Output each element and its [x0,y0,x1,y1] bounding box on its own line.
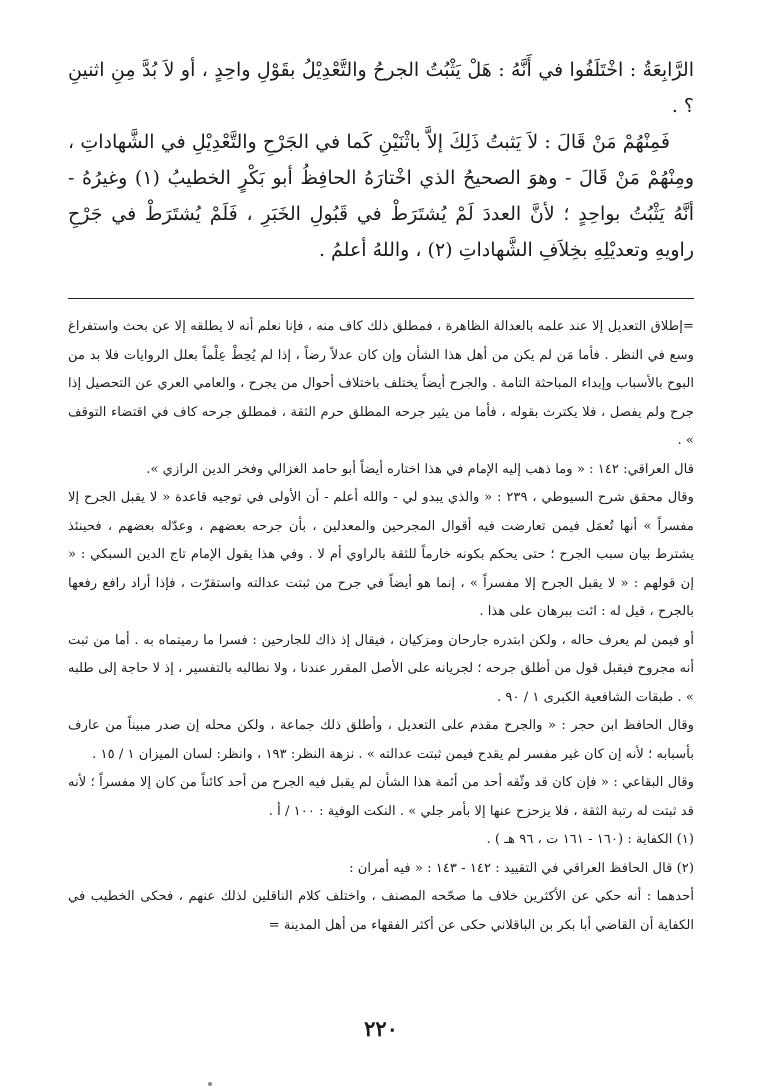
footnote-continuation: =إطلاق التعديل إلا عند علمه بالعدالة الظاهرة ، فمطلق ذلك كاف منه ، فإنا نعلم أنه لا يطلقه إلا عن بحث واستفراغ وسع في النظر . فأما مَن لم يكن من أهل هذا الشأن وإن كان عدلاً رضاً ، إذا لم يُحِطْ عِلْماً بعلل الروايات فلا بد من البوح بالأسباب وإبداء المباحثة التامة . والجرح أيضاً يختلف باختلاف أحوال من يجرح ، والعامي العري عن التحصيل إذا جرح ولم يفصل ، فلا يكترث بقوله ، فأما من يثير جرحه المطلق حرم الثقة ، فمطلق جرحه كاف في اقتضاء التوقف » . [68,319,694,448]
footnote-biqai: وقال البقاعي : « فإن كان قد وثّقه أحد من أئمة هذا الشأن لم يقبل فيه الجرح من أحد كائناً من كان إلا مفسراً ؛ لأنه قد ثبتت له رتبة الثقة ، فلا يزحزح عنها إلا بأمر جلي » . النكت الوفية : ١٠٠ / أ . [68,775,694,819]
footnote-iraqi: قال العراقي: ١٤٢ : « وما ذهب إليه الإمام في هذا اختاره أيضاً أبو حامد الغزالي وفخر الدين الرازي ». [146,461,694,477]
main-text [68,52,694,268]
main-paragraph-1: الرَّابِعَةُ : اخْتَلَفُوا في أَنَّهُ : هَلْ يَثْبُتُ الجرحُ والتَّعْدِيْلُ بقَوْلِ واحِدٍ ، أو لاَ بُدَّ مِنِ اثنينِ ؟ . [68,59,694,117]
footnotes [68,313,694,940]
footnote-1: (١) الكفاية : (١٦٠ - ١٦١ ت ، ٩٦ هـ ) . [486,832,694,847]
footnote-ibn-hajar: وقال الحافظ ابن حجر : « والجرح مقدم على التعديل ، وأطلق ذلك جماعة ، ولكن محله إن صدر مبيناً من عارف بأسبابه ؛ لأنه إن كان غير مفسر لم يقدح فيمن ثبتت عدالته » . نزهة النظر: ١٩٣ ، وانظر: لسان الميزان ١ / ١٥ . [68,718,694,762]
footnote-suyuti: وقال محقق شرح السيوطي ، ٢٣٩ : « والذي يبدو لي - والله أعلم - أن الأولى في توجيه قاعدة « لا يقبل الجرح إلا مفسراً » أنها تُعمَل فيمن تعارضت فيه أقوال المجرحين والمعدلين ، بأن جرحه بعضهم ، وعدّله بعضهم ، فحينئذ يشترط بيان سبب الجرح ؛ حتى يحكم بكونه خارماً للثقة بالراوي أم لا . وفي هذا يقول الإمام تاج الدين السبكي : « إن قولهم : « لا يقبل الجرح إلا مفسراً » ، إنما هو أيضاً في جرح من ثبتت عدالته واستقرّت ، فإذا أراد رافع رفعها بالجرح ، قيل له : ائت ببرهان على هذا . [68,490,694,619]
main-paragraph-2: فَمِنْهُمْ مَنْ قَالَ : لاَ يَثبتُ ذَلِكَ إلاَّ باثْنَيْنِ كَما في الجَرْحِ والتَّعْدِيْلِ في الشَّهاداتِ ، ومِنْهُمْ مَنْ قَالَ - وهوَ الصحيحُ الذي اخْتارَهُ الحافِظُ أبو بَكْرٍ الخطيبُ (١) وغيرُهُ - أنَّهُ يَثْبُتُ بواحِدٍ ؛ لأنَّ العددَ لَمْ يُشتَرَطْ في قَبُولِ الخَبَرِ ، فَلَمْ يُشتَرَطْ في جَرْحِ راويهِ وتعديْلِهِ بخِلاَفِ الشَّهاداتِ (٢) ، واللهُ أعلمُ . [68,131,694,261]
scan-mark [208,1082,212,1086]
page-number: ٢٢٠ [364,1016,398,1041]
footnote-2-continued: أحدهما : أنه حكي عن الأكثرين خلاف ما صحّحه المصنف ، واختلف كلام الناقلين لذلك عنهم ، فحكى الخطيب في الكفاية أن القاضي أبا بكر بن الباقلاني حكى عن أكثر الفقهاء من أهل المدينة = [68,889,694,933]
footnote-subki: أو فيمن لم يعرف حاله ، ولكن ابتدره جارحان ومزكيان ، فيقال إذ ذاك للجارحين : فسرا ما رميتماه به . أما من ثبت أنه مجروح فيقبل قول من أطلق جرحه ؛ لجريانه على الأصل المقرر عندنا ، ولا نطالبه بالتفسير ، إذ لا حاجة إلى طلبه » . طبقات الشافعية الكبرى ١ / ٩٠ . [68,632,694,705]
footnote-2: (٢) قال الحافظ العراقي في التقييد : ١٤٢ - ١٤٣ : « فيه أمران : [349,860,694,876]
footnote-separator [68,298,694,299]
page [68,52,694,1072]
